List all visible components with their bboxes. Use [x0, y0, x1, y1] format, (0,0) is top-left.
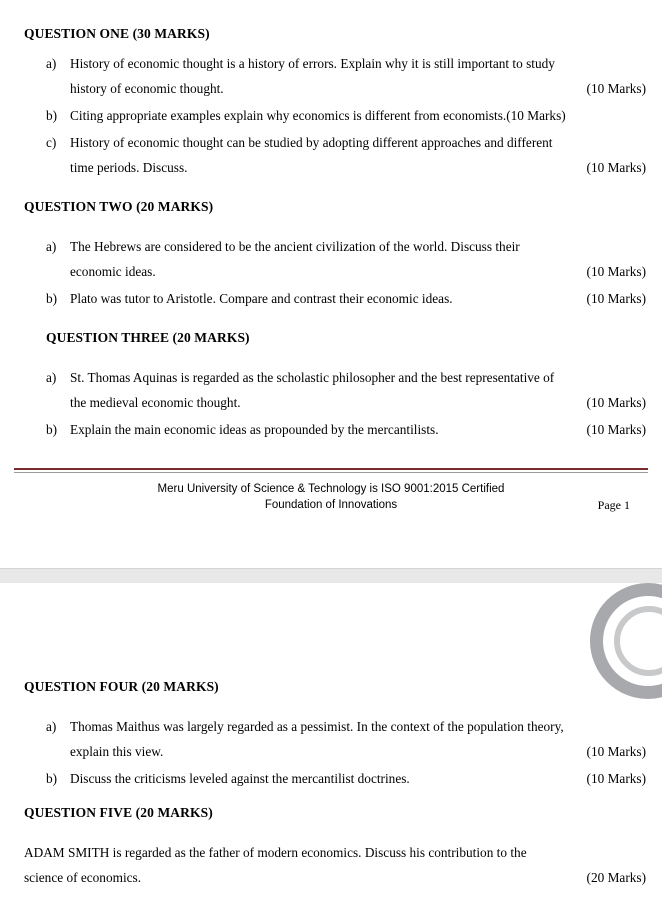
item-line-text: St. Thomas Aquinas is regarded as the scholastic philosopher and the best representative of — [70, 370, 555, 385]
item-body — [70, 714, 646, 764]
question-three-item-b — [24, 417, 646, 442]
spacer — [24, 830, 646, 840]
footer-line-2-row — [14, 497, 648, 513]
spacer — [24, 355, 646, 365]
question-three-item-a — [24, 365, 646, 415]
question-five-heading: QUESTION FIVE (20 MARKS) — [24, 805, 213, 820]
item-line — [70, 286, 646, 311]
item-label: a) — [46, 56, 57, 71]
question-one-heading: QUESTION ONE (30 MARKS) — [24, 26, 210, 41]
page-number: Page 1 — [597, 498, 630, 512]
item-line-text: Explain the main economic ideas as propounded by the mercantilists. — [70, 422, 439, 437]
item-label: c) — [46, 135, 57, 150]
question-one-item-c — [24, 130, 646, 180]
spacer — [24, 704, 646, 714]
page-footer — [0, 481, 662, 513]
document-page-2 — [0, 583, 662, 924]
question-two-item-b — [24, 286, 646, 311]
marks-label: (10 Marks) — [586, 160, 646, 175]
question-one-item-b — [24, 103, 646, 128]
item-label: a) — [46, 239, 57, 254]
item-label: b) — [46, 771, 58, 786]
item-line-text: explain this view. — [70, 744, 164, 759]
item-line-text: Discuss the criticisms leveled against the mercantilist doctrines. — [70, 771, 410, 786]
item-line-text: economic ideas. — [70, 264, 156, 279]
item-body — [70, 234, 646, 284]
item-line — [70, 390, 646, 415]
item-line — [70, 417, 646, 442]
item-body — [70, 51, 646, 101]
question-four-heading: QUESTION FOUR (20 MARKS) — [24, 679, 219, 694]
question-five-paragraph — [24, 840, 646, 890]
paragraph-line-text: science of economics. — [24, 870, 142, 885]
question-two-heading: QUESTION TWO (20 MARKS) — [24, 199, 214, 214]
item-body — [70, 766, 646, 791]
paragraph-line — [24, 865, 646, 890]
item-label: a) — [46, 719, 57, 734]
spacer — [24, 224, 646, 234]
item-line — [70, 766, 646, 791]
page-separator — [0, 568, 662, 584]
page-1-content — [0, 0, 662, 442]
item-label: b) — [46, 291, 58, 306]
footer-divider — [14, 468, 648, 473]
marks-label: (10 Marks) — [586, 264, 646, 279]
question-four-item-b — [24, 766, 646, 791]
item-label: a) — [46, 370, 57, 385]
item-line-text: Plato was tutor to Aristotle. Compare and contrast their economic ideas. — [70, 291, 453, 306]
item-body — [70, 286, 646, 311]
item-line — [70, 259, 646, 284]
question-two-item-a — [24, 234, 646, 284]
item-label: b) — [46, 422, 58, 437]
marks-label: (20 Marks) — [586, 870, 646, 885]
item-label: b) — [46, 108, 58, 123]
item-line — [70, 714, 646, 739]
item-line — [70, 130, 646, 155]
item-body — [70, 365, 646, 415]
question-three-heading: QUESTION THREE (20 MARKS) — [46, 330, 250, 345]
item-line — [70, 51, 646, 76]
item-line — [70, 739, 646, 764]
item-line-text: Thomas Maithus was largely regarded as a pessimist. In the context of the population theory, — [70, 719, 564, 734]
item-line-text: the medieval economic thought. — [70, 395, 241, 410]
item-line-text: History of economic thought can be studied by adopting different approaches and different — [70, 135, 553, 150]
marks-label: (10 Marks) — [586, 395, 646, 410]
item-body — [70, 417, 646, 442]
marks-label: (10 Marks) — [586, 422, 646, 437]
question-one-item-a — [24, 51, 646, 101]
marks-label: (10 Marks) — [586, 291, 646, 306]
marks-label: (10 Marks) — [586, 81, 646, 96]
item-line-text: The Hebrews are considered to be the ancient civilization of the world. Discuss their — [70, 239, 520, 254]
page-2-content — [0, 583, 662, 890]
item-body — [70, 130, 646, 180]
item-line — [70, 365, 646, 390]
item-line — [70, 155, 646, 180]
item-line-text: Citing appropriate examples explain why economics is different from economists.(10 Marks) — [70, 108, 566, 123]
item-line — [70, 76, 646, 101]
marks-label: (10 Marks) — [586, 771, 646, 786]
paragraph-line-text: ADAM SMITH is regarded as the father of modern economics. Discuss his contribution to the — [24, 845, 527, 860]
item-line-text: time periods. Discuss. — [70, 160, 188, 175]
paragraph-line — [24, 840, 646, 865]
item-body — [70, 103, 646, 128]
marks-label: (10 Marks) — [586, 744, 646, 759]
item-line-text: history of economic thought. — [70, 81, 224, 96]
item-line-text: History of economic thought is a history of errors. Explain why it is still important to study — [70, 56, 555, 71]
footer-line-1: Meru University of Science & Technology is ISO 9001:2015 Certified — [157, 483, 505, 495]
question-four-item-a — [24, 714, 646, 764]
footer-line-2: Foundation of Innovations — [264, 499, 398, 511]
item-line — [70, 103, 646, 128]
item-line — [70, 234, 646, 259]
